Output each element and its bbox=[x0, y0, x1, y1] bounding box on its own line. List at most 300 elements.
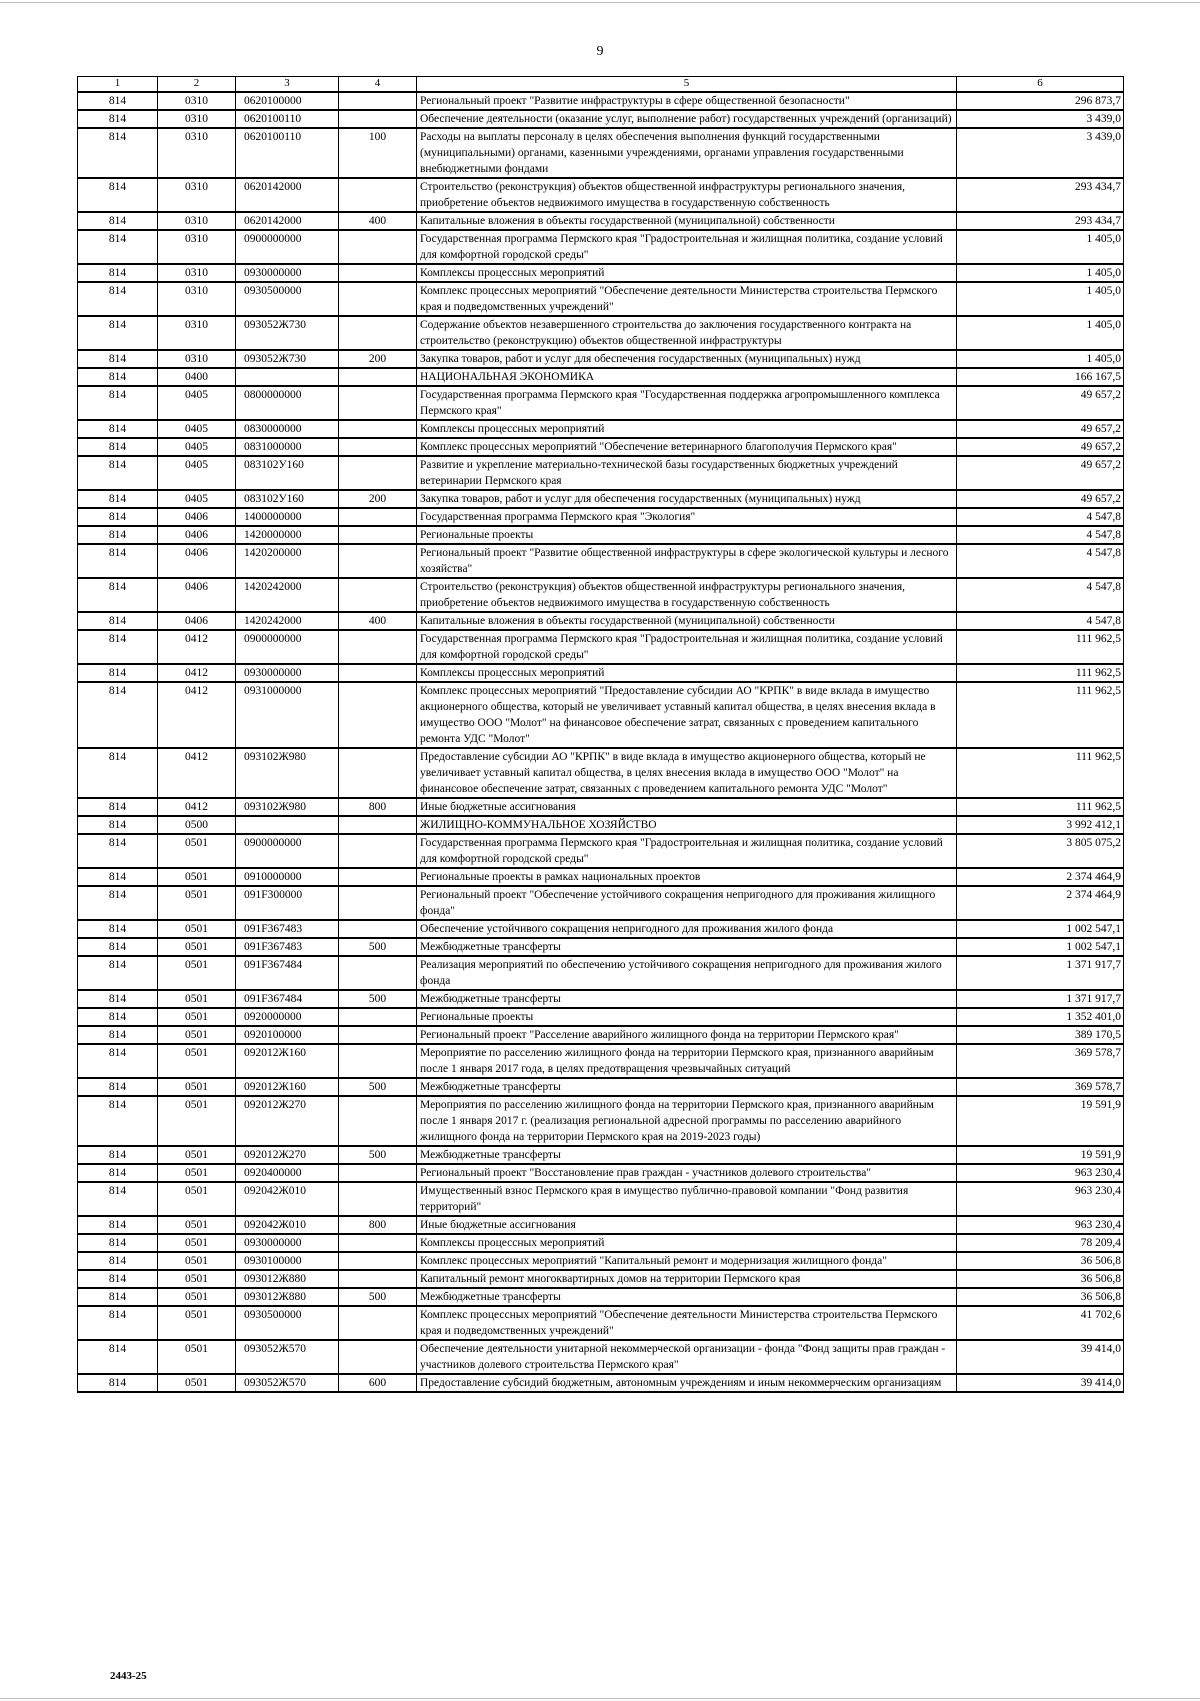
cell-section-code: 0501 bbox=[158, 920, 236, 938]
cell-amount: 49 657,2 bbox=[957, 386, 1124, 420]
cell-description: Капитальные вложения в объекты государственной (муниципальной) собственности bbox=[417, 212, 957, 230]
cell-target-article: 0920400000 bbox=[236, 1164, 339, 1182]
cell-amount: 166 167,5 bbox=[957, 368, 1124, 386]
table-row bbox=[78, 178, 1124, 212]
cell-target-article: 0800000000 bbox=[236, 386, 339, 420]
cell-admin-code: 814 bbox=[78, 368, 158, 386]
cell-amount: 369 578,7 bbox=[957, 1078, 1124, 1096]
cell-section-code: 0406 bbox=[158, 578, 236, 612]
cell-admin-code: 814 bbox=[78, 1026, 158, 1044]
cell-section-code: 0501 bbox=[158, 1008, 236, 1026]
cell-admin-code: 814 bbox=[78, 282, 158, 316]
cell-target-article: 0831000000 bbox=[236, 438, 339, 456]
table-row bbox=[78, 1182, 1124, 1216]
cell-amount: 1 405,0 bbox=[957, 230, 1124, 264]
cell-amount: 3 439,0 bbox=[957, 110, 1124, 128]
table-row bbox=[78, 1146, 1124, 1164]
cell-expense-type: 400 bbox=[339, 612, 417, 630]
cell-section-code: 0501 bbox=[158, 1270, 236, 1288]
cell-amount: 293 434,7 bbox=[957, 212, 1124, 230]
cell-expense-type bbox=[339, 748, 417, 798]
cell-target-article: 0930000000 bbox=[236, 264, 339, 282]
cell-section-code: 0501 bbox=[158, 1146, 236, 1164]
cell-expense-type bbox=[339, 1182, 417, 1216]
cell-target-article: 0930500000 bbox=[236, 1306, 339, 1340]
cell-target-article: 093052Ж730 bbox=[236, 350, 339, 368]
cell-expense-type bbox=[339, 1252, 417, 1270]
cell-description: Комплексы процессных мероприятий bbox=[417, 1234, 957, 1252]
cell-target-article: 092042Ж010 bbox=[236, 1182, 339, 1216]
cell-target-article: 0930100000 bbox=[236, 1252, 339, 1270]
column-header: 2 bbox=[158, 77, 236, 93]
cell-target-article: 092042Ж010 bbox=[236, 1216, 339, 1234]
cell-amount: 2 374 464,9 bbox=[957, 886, 1124, 920]
table-row bbox=[78, 1252, 1124, 1270]
cell-target-article: 092012Ж270 bbox=[236, 1096, 339, 1146]
cell-admin-code: 814 bbox=[78, 1182, 158, 1216]
cell-section-code: 0501 bbox=[158, 1252, 236, 1270]
cell-expense-type bbox=[339, 1096, 417, 1146]
cell-expense-type bbox=[339, 178, 417, 212]
cell-amount: 389 170,5 bbox=[957, 1026, 1124, 1044]
cell-description: Региональный проект "Развитие инфраструктуры в сфере общественной безопасности" bbox=[417, 92, 957, 110]
table-row bbox=[78, 230, 1124, 264]
cell-target-article: 1420242000 bbox=[236, 612, 339, 630]
cell-description: Содержание объектов незавершенного строительства до заключения государственного контракта на строительство (реконструкцию) объектов общественной инфраструктуры bbox=[417, 316, 957, 350]
cell-expense-type bbox=[339, 92, 417, 110]
cell-description: Закупка товаров, работ и услуг для обеспечения государственных (муниципальных) нужд bbox=[417, 490, 957, 508]
cell-description: Имущественный взнос Пермского края в имущество публично-правовой компании "Фонд развития территорий" bbox=[417, 1182, 957, 1216]
cell-amount: 1 405,0 bbox=[957, 264, 1124, 282]
cell-description: Государственная программа Пермского края "Градостроительная и жилищная политика, создание условий для комфортной городской среды" bbox=[417, 834, 957, 868]
cell-admin-code: 814 bbox=[78, 664, 158, 682]
cell-amount: 4 547,8 bbox=[957, 544, 1124, 578]
cell-admin-code: 814 bbox=[78, 230, 158, 264]
cell-section-code: 0501 bbox=[158, 1216, 236, 1234]
cell-section-code: 0501 bbox=[158, 868, 236, 886]
cell-expense-type bbox=[339, 386, 417, 420]
table-row bbox=[78, 886, 1124, 920]
table-row bbox=[78, 92, 1124, 110]
cell-section-code: 0500 bbox=[158, 816, 236, 834]
cell-section-code: 0501 bbox=[158, 1096, 236, 1146]
cell-description: Обеспечение устойчивого сокращения непригодного для проживания жилого фонда bbox=[417, 920, 957, 938]
cell-expense-type bbox=[339, 544, 417, 578]
column-header: 1 bbox=[78, 77, 158, 93]
cell-target-article: 091F367483 bbox=[236, 920, 339, 938]
cell-target-article: 0910000000 bbox=[236, 868, 339, 886]
cell-admin-code: 814 bbox=[78, 1216, 158, 1234]
cell-admin-code: 814 bbox=[78, 92, 158, 110]
cell-section-code: 0501 bbox=[158, 1164, 236, 1182]
cell-amount: 963 230,4 bbox=[957, 1164, 1124, 1182]
cell-amount: 78 209,4 bbox=[957, 1234, 1124, 1252]
cell-expense-type bbox=[339, 956, 417, 990]
table-row bbox=[78, 110, 1124, 128]
cell-section-code: 0501 bbox=[158, 834, 236, 868]
cell-amount: 1 352 401,0 bbox=[957, 1008, 1124, 1026]
cell-admin-code: 814 bbox=[78, 1234, 158, 1252]
cell-amount: 1 405,0 bbox=[957, 316, 1124, 350]
cell-description: Региональные проекты в рамках национальных проектов bbox=[417, 868, 957, 886]
cell-target-article: 0620100110 bbox=[236, 128, 339, 178]
cell-description: Региональный проект "Обеспечение устойчивого сокращения непригодного для проживания жилищного фонда" bbox=[417, 886, 957, 920]
cell-expense-type bbox=[339, 1234, 417, 1252]
cell-admin-code: 814 bbox=[78, 212, 158, 230]
table-row bbox=[78, 490, 1124, 508]
table-row bbox=[78, 1270, 1124, 1288]
cell-amount: 3 992 412,1 bbox=[957, 816, 1124, 834]
cell-amount: 36 506,8 bbox=[957, 1288, 1124, 1306]
cell-target-article: 1400000000 bbox=[236, 508, 339, 526]
cell-admin-code: 814 bbox=[78, 1146, 158, 1164]
cell-expense-type bbox=[339, 282, 417, 316]
cell-amount: 296 873,7 bbox=[957, 92, 1124, 110]
cell-description: Региональные проекты bbox=[417, 1008, 957, 1026]
cell-admin-code: 814 bbox=[78, 798, 158, 816]
cell-target-article: 0620100110 bbox=[236, 110, 339, 128]
cell-admin-code: 814 bbox=[78, 128, 158, 178]
cell-section-code: 0406 bbox=[158, 544, 236, 578]
cell-admin-code: 814 bbox=[78, 1008, 158, 1026]
cell-amount: 369 578,7 bbox=[957, 1044, 1124, 1078]
scan-edge-bottom bbox=[0, 1698, 1200, 1699]
column-header: 6 bbox=[957, 77, 1124, 93]
cell-description: Межбюджетные трансферты bbox=[417, 1146, 957, 1164]
table-row bbox=[78, 798, 1124, 816]
cell-expense-type bbox=[339, 316, 417, 350]
cell-expense-type: 500 bbox=[339, 1146, 417, 1164]
table-row bbox=[78, 868, 1124, 886]
table-row bbox=[78, 682, 1124, 748]
cell-target-article: 093052Ж730 bbox=[236, 316, 339, 350]
cell-admin-code: 814 bbox=[78, 990, 158, 1008]
table-row bbox=[78, 128, 1124, 178]
cell-expense-type: 500 bbox=[339, 938, 417, 956]
cell-admin-code: 814 bbox=[78, 1288, 158, 1306]
cell-expense-type bbox=[339, 456, 417, 490]
table-row bbox=[78, 456, 1124, 490]
cell-amount: 963 230,4 bbox=[957, 1216, 1124, 1234]
cell-description: Государственная программа Пермского края "Государственная поддержка агропромышленного комплекса Пермского края" bbox=[417, 386, 957, 420]
table-row bbox=[78, 1340, 1124, 1374]
cell-description: Расходы на выплаты персоналу в целях обеспечения выполнения функций государственными (муниципальными) органами, казенными учреждениями, органами управления государственными внебюджетными фондами bbox=[417, 128, 957, 178]
cell-description: Мероприятия по расселению жилищного фонда на территории Пермского края, признанного аварийным после 1 января 2017 г. (реализация региональной адресной программы по расселению аварийного жилищного фонда на территории Пермского края на 2019-2023 годы) bbox=[417, 1096, 957, 1146]
table-row bbox=[78, 630, 1124, 664]
cell-target-article: 092012Ж160 bbox=[236, 1044, 339, 1078]
cell-section-code: 0405 bbox=[158, 456, 236, 490]
table-row bbox=[78, 990, 1124, 1008]
cell-amount: 963 230,4 bbox=[957, 1182, 1124, 1216]
cell-amount: 2 374 464,9 bbox=[957, 868, 1124, 886]
cell-description: ЖИЛИЩНО-КОММУНАЛЬНОЕ ХОЗЯЙСТВО bbox=[417, 816, 957, 834]
cell-section-code: 0412 bbox=[158, 798, 236, 816]
cell-description: Региональные проекты bbox=[417, 526, 957, 544]
cell-section-code: 0501 bbox=[158, 1288, 236, 1306]
budget-table bbox=[77, 76, 1124, 1393]
cell-admin-code: 814 bbox=[78, 420, 158, 438]
cell-admin-code: 814 bbox=[78, 834, 158, 868]
cell-admin-code: 814 bbox=[78, 110, 158, 128]
table-row bbox=[78, 508, 1124, 526]
cell-target-article: 0920000000 bbox=[236, 1008, 339, 1026]
cell-amount: 49 657,2 bbox=[957, 438, 1124, 456]
cell-amount: 4 547,8 bbox=[957, 612, 1124, 630]
table-row bbox=[78, 834, 1124, 868]
cell-amount: 41 702,6 bbox=[957, 1306, 1124, 1340]
table-row bbox=[78, 1026, 1124, 1044]
cell-description: Комплексы процессных мероприятий bbox=[417, 420, 957, 438]
cell-description: Региональный проект "Расселение аварийного жилищного фонда на территории Пермского края" bbox=[417, 1026, 957, 1044]
cell-description: Капитальные вложения в объекты государственной (муниципальной) собственности bbox=[417, 612, 957, 630]
cell-admin-code: 814 bbox=[78, 1096, 158, 1146]
cell-description: Комплексы процессных мероприятий bbox=[417, 264, 957, 282]
cell-description: Комплекс процессных мероприятий "Обеспечение деятельности Министерства строительства Пермского края и подведомственных учреждений" bbox=[417, 1306, 957, 1340]
cell-expense-type bbox=[339, 1340, 417, 1374]
table-row bbox=[78, 368, 1124, 386]
cell-amount: 3 805 075,2 bbox=[957, 834, 1124, 868]
cell-section-code: 0310 bbox=[158, 316, 236, 350]
cell-target-article: 1420242000 bbox=[236, 578, 339, 612]
cell-description: Обеспечение деятельности (оказание услуг, выполнение работ) государственных учреждений (организаций) bbox=[417, 110, 957, 128]
cell-expense-type bbox=[339, 368, 417, 386]
cell-admin-code: 814 bbox=[78, 456, 158, 490]
table-row bbox=[78, 1164, 1124, 1182]
cell-description: НАЦИОНАЛЬНАЯ ЭКОНОМИКА bbox=[417, 368, 957, 386]
cell-admin-code: 814 bbox=[78, 920, 158, 938]
table-row bbox=[78, 612, 1124, 630]
column-header: 5 bbox=[417, 77, 957, 93]
cell-description: Государственная программа Пермского края "Градостроительная и жилищная политика, создание условий для комфортной городской среды" bbox=[417, 630, 957, 664]
table-row bbox=[78, 956, 1124, 990]
cell-expense-type bbox=[339, 110, 417, 128]
cell-admin-code: 814 bbox=[78, 526, 158, 544]
cell-amount: 36 506,8 bbox=[957, 1252, 1124, 1270]
column-header: 4 bbox=[339, 77, 417, 93]
cell-expense-type bbox=[339, 920, 417, 938]
table-row bbox=[78, 578, 1124, 612]
cell-expense-type bbox=[339, 1026, 417, 1044]
cell-amount: 49 657,2 bbox=[957, 456, 1124, 490]
cell-target-article: 0930500000 bbox=[236, 282, 339, 316]
table-row bbox=[78, 1306, 1124, 1340]
table-row bbox=[78, 420, 1124, 438]
cell-description: Предоставление субсидий бюджетным, автономным учреждениям и иным некоммерческим организациям bbox=[417, 1374, 957, 1392]
cell-target-article bbox=[236, 368, 339, 386]
cell-admin-code: 814 bbox=[78, 1078, 158, 1096]
cell-admin-code: 814 bbox=[78, 264, 158, 282]
cell-amount: 39 414,0 bbox=[957, 1374, 1124, 1392]
cell-target-article: 1420200000 bbox=[236, 544, 339, 578]
cell-section-code: 0501 bbox=[158, 938, 236, 956]
cell-description: Межбюджетные трансферты bbox=[417, 990, 957, 1008]
table-row bbox=[78, 1374, 1124, 1392]
cell-section-code: 0310 bbox=[158, 128, 236, 178]
cell-amount: 111 962,5 bbox=[957, 664, 1124, 682]
cell-section-code: 0412 bbox=[158, 682, 236, 748]
cell-section-code: 0400 bbox=[158, 368, 236, 386]
cell-expense-type bbox=[339, 1306, 417, 1340]
cell-target-article: 0900000000 bbox=[236, 630, 339, 664]
table-row bbox=[78, 1078, 1124, 1096]
cell-description: Региональный проект "Восстановление прав граждан - участников долевого строительства" bbox=[417, 1164, 957, 1182]
cell-amount: 19 591,9 bbox=[957, 1146, 1124, 1164]
cell-description: Реализация мероприятий по обеспечению устойчивого сокращения непригодного для проживания жилого фонда bbox=[417, 956, 957, 990]
cell-description: Иные бюджетные ассигнования bbox=[417, 798, 957, 816]
cell-amount: 1 002 547,1 bbox=[957, 920, 1124, 938]
table-body bbox=[78, 92, 1124, 1392]
cell-amount: 4 547,8 bbox=[957, 578, 1124, 612]
cell-admin-code: 814 bbox=[78, 682, 158, 748]
cell-admin-code: 814 bbox=[78, 544, 158, 578]
cell-admin-code: 814 bbox=[78, 816, 158, 834]
cell-section-code: 0501 bbox=[158, 1374, 236, 1392]
cell-target-article: 0620142000 bbox=[236, 178, 339, 212]
cell-amount: 1 371 917,7 bbox=[957, 956, 1124, 990]
cell-description: Развитие и укрепление материально-технической базы государственных бюджетных учреждений ветеринарии Пермского края bbox=[417, 456, 957, 490]
cell-admin-code: 814 bbox=[78, 612, 158, 630]
cell-expense-type bbox=[339, 578, 417, 612]
scan-edge-top bbox=[0, 2, 1200, 3]
cell-amount: 1 405,0 bbox=[957, 282, 1124, 316]
cell-admin-code: 814 bbox=[78, 438, 158, 456]
cell-target-article: 092012Ж270 bbox=[236, 1146, 339, 1164]
cell-section-code: 0405 bbox=[158, 386, 236, 420]
cell-section-code: 0501 bbox=[158, 990, 236, 1008]
cell-expense-type bbox=[339, 816, 417, 834]
cell-section-code: 0310 bbox=[158, 282, 236, 316]
cell-section-code: 0405 bbox=[158, 420, 236, 438]
cell-target-article: 083102У160 bbox=[236, 490, 339, 508]
table-row bbox=[78, 1288, 1124, 1306]
cell-target-article: 093102Ж980 bbox=[236, 748, 339, 798]
cell-section-code: 0501 bbox=[158, 956, 236, 990]
cell-admin-code: 814 bbox=[78, 886, 158, 920]
table-row bbox=[78, 1216, 1124, 1234]
cell-description: Комплексы процессных мероприятий bbox=[417, 664, 957, 682]
cell-description: Межбюджетные трансферты bbox=[417, 1078, 957, 1096]
cell-expense-type bbox=[339, 834, 417, 868]
cell-expense-type bbox=[339, 1044, 417, 1078]
cell-expense-type: 800 bbox=[339, 798, 417, 816]
cell-section-code: 0501 bbox=[158, 1026, 236, 1044]
cell-description: Комплекс процессных мероприятий "Предоставление субсидии АО "КРПК" в виде вклада в имущество акционерного общества, который не увеличивает уставный капитал общества, в целях внесения вклада в имущество ООО "Молот" на финансовое обеспечение затрат, связанных с проведением капитального ремонта УДС "Молот" bbox=[417, 682, 957, 748]
cell-admin-code: 814 bbox=[78, 350, 158, 368]
cell-expense-type bbox=[339, 1164, 417, 1182]
cell-section-code: 0501 bbox=[158, 1078, 236, 1096]
cell-expense-type bbox=[339, 264, 417, 282]
cell-amount: 111 962,5 bbox=[957, 630, 1124, 664]
cell-expense-type bbox=[339, 630, 417, 664]
cell-description: Мероприятие по расселению жилищного фонда на территории Пермского края, признанного аварийным после 1 января 2017 года, в целях предотвращения чрезвычайных ситуаций bbox=[417, 1044, 957, 1078]
table-row bbox=[78, 748, 1124, 798]
cell-amount: 19 591,9 bbox=[957, 1096, 1124, 1146]
cell-expense-type: 600 bbox=[339, 1374, 417, 1392]
cell-expense-type: 500 bbox=[339, 990, 417, 1008]
cell-expense-type bbox=[339, 1008, 417, 1026]
cell-admin-code: 814 bbox=[78, 178, 158, 212]
cell-target-article: 0620100000 bbox=[236, 92, 339, 110]
cell-section-code: 0412 bbox=[158, 748, 236, 798]
cell-amount: 49 657,2 bbox=[957, 490, 1124, 508]
cell-target-article: 0900000000 bbox=[236, 834, 339, 868]
cell-section-code: 0310 bbox=[158, 110, 236, 128]
cell-section-code: 0501 bbox=[158, 1234, 236, 1252]
cell-expense-type: 200 bbox=[339, 350, 417, 368]
cell-description: Государственная программа Пермского края "Градостроительная и жилищная политика, создание условий для комфортной городской среды" bbox=[417, 230, 957, 264]
cell-description: Государственная программа Пермского края "Экология" bbox=[417, 508, 957, 526]
cell-section-code: 0412 bbox=[158, 664, 236, 682]
cell-section-code: 0310 bbox=[158, 178, 236, 212]
cell-target-article: 083102У160 bbox=[236, 456, 339, 490]
cell-amount: 4 547,8 bbox=[957, 526, 1124, 544]
cell-target-article: 1420000000 bbox=[236, 526, 339, 544]
cell-expense-type bbox=[339, 420, 417, 438]
cell-admin-code: 814 bbox=[78, 1252, 158, 1270]
cell-section-code: 0406 bbox=[158, 612, 236, 630]
cell-admin-code: 814 bbox=[78, 868, 158, 886]
cell-admin-code: 814 bbox=[78, 956, 158, 990]
cell-admin-code: 814 bbox=[78, 1270, 158, 1288]
cell-section-code: 0310 bbox=[158, 92, 236, 110]
cell-expense-type bbox=[339, 526, 417, 544]
table-row bbox=[78, 1044, 1124, 1078]
cell-target-article: 093102Ж980 bbox=[236, 798, 339, 816]
cell-amount: 111 962,5 bbox=[957, 748, 1124, 798]
cell-admin-code: 814 bbox=[78, 630, 158, 664]
cell-admin-code: 814 bbox=[78, 316, 158, 350]
page-number: 9 bbox=[596, 44, 604, 59]
cell-expense-type: 100 bbox=[339, 128, 417, 178]
cell-description: Комплекс процессных мероприятий "Обеспечение деятельности Министерства строительства Пермского края и подведомственных учреждений" bbox=[417, 282, 957, 316]
cell-section-code: 0406 bbox=[158, 508, 236, 526]
cell-expense-type: 500 bbox=[339, 1078, 417, 1096]
table-row bbox=[78, 386, 1124, 420]
cell-expense-type: 400 bbox=[339, 212, 417, 230]
cell-description: Региональный проект "Развитие общественной инфраструктуры в сфере экологической культуры и лесного хозяйства" bbox=[417, 544, 957, 578]
table-row bbox=[78, 816, 1124, 834]
column-header: 3 bbox=[236, 77, 339, 93]
cell-expense-type bbox=[339, 664, 417, 682]
cell-amount: 4 547,8 bbox=[957, 508, 1124, 526]
cell-target-article: 093012Ж880 bbox=[236, 1270, 339, 1288]
cell-target-article: 0900000000 bbox=[236, 230, 339, 264]
cell-admin-code: 814 bbox=[78, 748, 158, 798]
cell-expense-type bbox=[339, 868, 417, 886]
cell-description: Закупка товаров, работ и услуг для обеспечения государственных (муниципальных) нужд bbox=[417, 350, 957, 368]
cell-section-code: 0310 bbox=[158, 264, 236, 282]
cell-amount: 3 439,0 bbox=[957, 128, 1124, 178]
table-row bbox=[78, 526, 1124, 544]
cell-amount: 49 657,2 bbox=[957, 420, 1124, 438]
cell-section-code: 0406 bbox=[158, 526, 236, 544]
cell-target-article: 0920100000 bbox=[236, 1026, 339, 1044]
cell-description: Капитальный ремонт многоквартирных домов на территории Пермского края bbox=[417, 1270, 957, 1288]
table-row bbox=[78, 544, 1124, 578]
cell-section-code: 0501 bbox=[158, 1182, 236, 1216]
cell-admin-code: 814 bbox=[78, 938, 158, 956]
cell-section-code: 0501 bbox=[158, 1306, 236, 1340]
cell-admin-code: 814 bbox=[78, 1340, 158, 1374]
cell-target-article: 091F367484 bbox=[236, 990, 339, 1008]
cell-expense-type bbox=[339, 508, 417, 526]
cell-target-article: 091F300000 bbox=[236, 886, 339, 920]
cell-description: Межбюджетные трансферты bbox=[417, 938, 957, 956]
cell-description: Комплекс процессных мероприятий "Капитальный ремонт и модернизация жилищного фонда" bbox=[417, 1252, 957, 1270]
cell-amount: 111 962,5 bbox=[957, 798, 1124, 816]
table-row bbox=[78, 1096, 1124, 1146]
table-row bbox=[78, 316, 1124, 350]
